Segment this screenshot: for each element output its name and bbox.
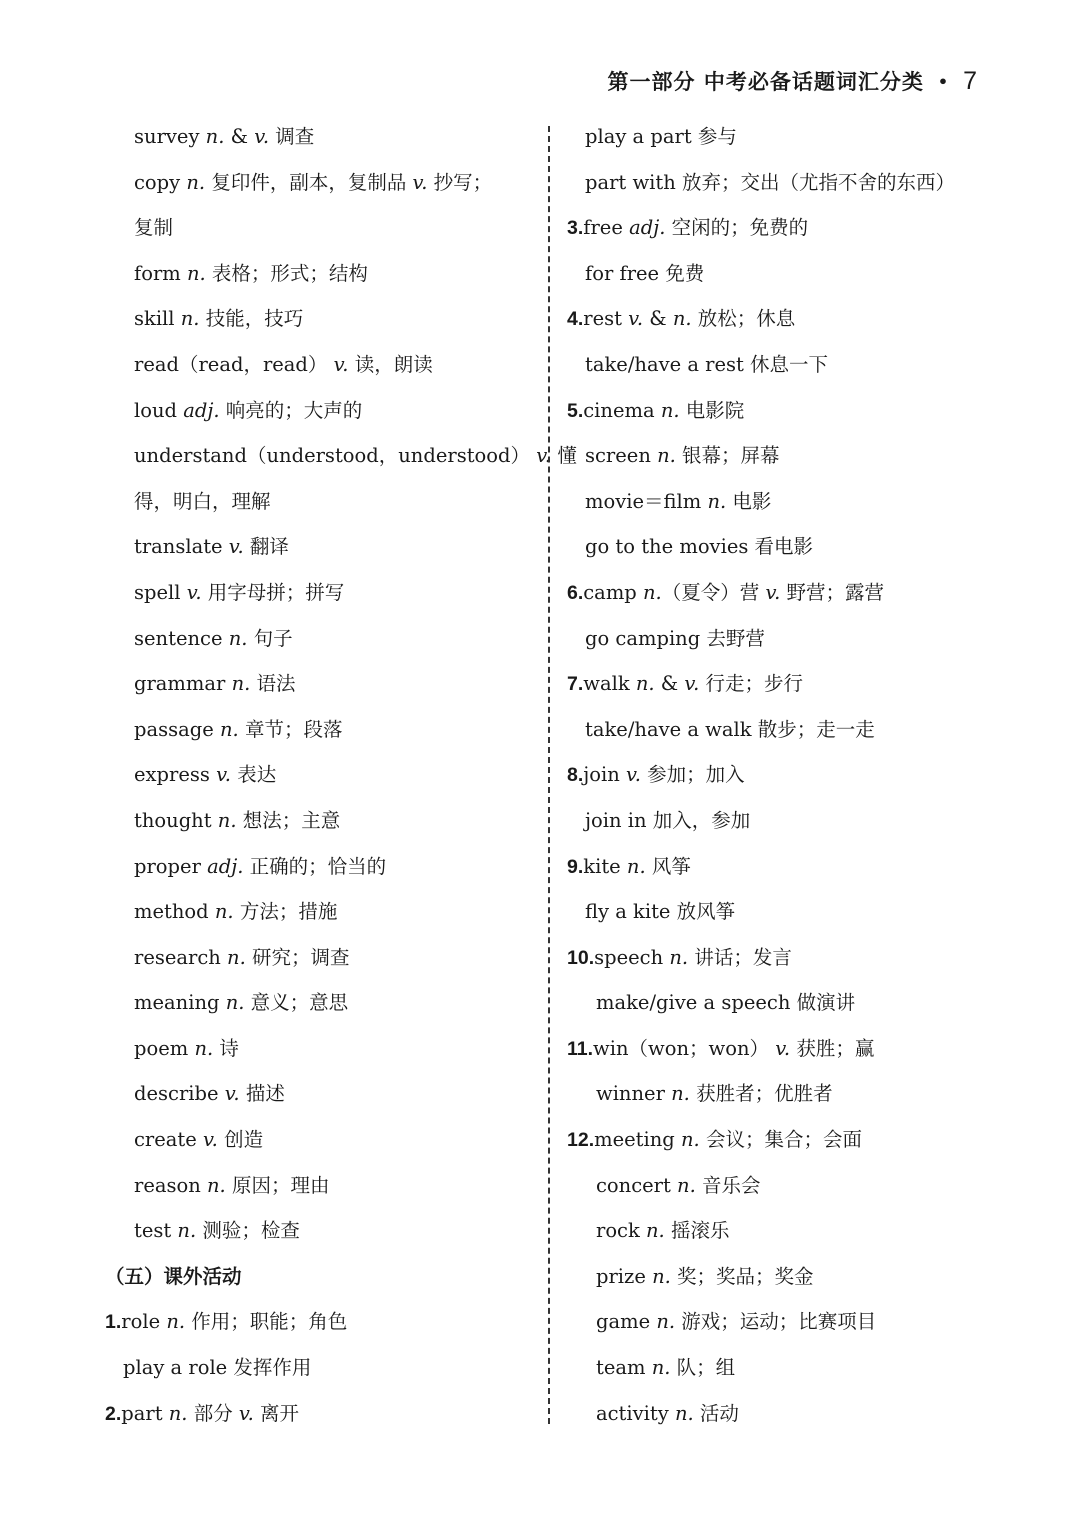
vocab-line [567,296,982,342]
part-of-speech: n. [180,307,200,331]
entry-text: skill [134,307,181,331]
entry-meaning: 语法 [250,672,296,696]
entry-text: for free 免费 [585,261,705,285]
entry-meaning: & [643,307,673,331]
right-column [567,114,982,1436]
entry-meaning: 游戏；运动；比赛项目 [675,1310,877,1334]
entry-meaning: 获胜者；优胜者 [689,1082,833,1106]
part-of-speech: n. [646,1219,665,1243]
entry-meaning: & [224,125,255,148]
column-divider [548,126,550,1424]
vocab-line [567,1391,982,1437]
part-of-speech: n. [626,854,646,878]
part-of-speech: n. [231,672,251,696]
entry-meaning: 作用；职能；角色 [185,1310,348,1334]
entry-text: camp [583,580,643,604]
vocab-line [567,1345,982,1391]
vocab-line [567,433,982,479]
vocab-line [105,661,530,707]
entry-text: reason [134,1173,207,1197]
part-of-speech: adj. [629,216,666,240]
vocab-line [105,296,530,342]
part-of-speech: n. [177,1219,197,1243]
part-of-speech: v. [628,307,644,331]
entry-text: create [134,1128,203,1152]
part-of-speech: n. [194,1036,214,1060]
entry-meaning: 活动 [693,1401,739,1425]
entry-meaning: 用字母拼；拼写 [201,580,345,604]
part-of-speech: n. [677,1173,696,1197]
part-of-speech: n. [166,1310,186,1334]
entry-meaning: 离开 [253,1401,300,1425]
entry-text: join [583,763,627,787]
entry-text: game [596,1310,657,1334]
entry-meaning: 研究；调查 [245,945,350,969]
header-title: 第一部分 中考必备话题词汇分类 [607,69,924,94]
vocab-line [567,980,982,1026]
header-dot: • [937,71,950,91]
part-of-speech: v. [202,1128,218,1152]
entry-text: survey [134,125,206,148]
entry-meaning: 队；组 [670,1356,736,1380]
entry-text: proper [134,854,208,878]
vocab-line [567,1117,982,1163]
vocab-line [105,1299,530,1345]
entry-number: 3. [567,217,584,240]
entry-meaning: （夏令）营 [661,580,766,604]
vocab-line [105,707,530,753]
part-of-speech: v. [775,1036,791,1060]
entry-meaning: 测验；检查 [196,1219,300,1243]
entry-meaning: 章节；段落 [238,717,343,741]
entry-text: poem [134,1036,195,1060]
vocab-line [105,980,530,1026]
entry-text: passage [134,717,220,741]
part-of-speech: n. [671,1082,690,1106]
entry-number: 12. [567,1129,595,1152]
entry-text: express [134,763,217,787]
part-of-speech: v. [536,444,552,468]
entry-text: go camping 去野营 [585,626,765,650]
entry-text: play a part 参与 [585,125,737,148]
part-of-speech: n. [652,1264,671,1288]
entry-text: part with 放弃；交出（尤指不舍的东西） [585,170,955,194]
vocab-line [567,616,982,662]
vocab-line [567,251,982,297]
entry-text: prize [596,1264,653,1288]
entry-number: 4. [567,308,584,331]
entry-meaning: 复印件，副本，复制品 [205,170,413,194]
entry-meaning: 行走；步行 [699,672,803,696]
part-of-speech: adj. [183,398,220,422]
part-of-speech: n. [656,1310,676,1334]
part-of-speech: n. [205,125,225,148]
part-of-speech: v. [186,580,202,604]
entry-number: 2. [105,1402,122,1425]
entry-text: rock [596,1219,646,1243]
vocab-line [567,342,982,388]
vocab-line [105,479,530,525]
vocab-line [567,935,982,981]
vocab-line [567,752,982,798]
vocab-line [105,570,530,616]
part-of-speech: n. [674,1401,694,1425]
entry-meaning: 技能，技巧 [199,307,304,331]
entry-text: part [121,1401,169,1425]
entry-meaning: 意义；意思 [244,991,349,1015]
entry-text: speech [594,945,670,969]
entry-meaning: 音乐会 [695,1173,761,1197]
vocab-line [567,889,982,935]
vocab-line [105,524,530,570]
entry-text: fly a kite 放风筝 [585,900,736,924]
entry-text: sentence [134,626,229,650]
vocab-line [567,479,982,525]
entry-number: 5. [567,399,584,422]
vocab-line [105,342,530,388]
entry-text: walk [583,672,636,696]
entry-meaning: 表达 [231,763,277,787]
vocab-line [567,1299,982,1345]
entry-text: meaning [134,991,226,1015]
entry-meaning: 会议；集合；会面 [699,1128,862,1152]
entry-text: grammar [134,672,232,696]
entry-text: spell [134,580,187,604]
entry-meaning: 银幕；屏幕 [675,444,780,468]
vocab-line [105,1117,530,1163]
entry-text: method [134,900,215,924]
entry-text: 复制 [134,216,174,240]
vocab-line [567,1163,982,1209]
vocab-line [567,1071,982,1117]
vocab-line [105,798,530,844]
vocab-line [105,1071,530,1117]
entry-number: 8. [567,764,584,787]
entry-number: 1. [105,1311,122,1334]
entry-meaning: 电影 [726,489,772,513]
part-of-speech: v. [412,170,428,194]
vocab-line [567,707,982,753]
entry-meaning: 空闲的；免费的 [665,216,809,240]
entry-text: take/have a rest 休息一下 [585,352,829,376]
part-of-speech: n. [228,626,248,650]
vocab-line [105,433,577,479]
entry-text: concert [596,1173,678,1197]
entry-meaning: 获胜；赢 [790,1036,875,1060]
vocab-line [567,388,982,434]
part-of-speech: n. [186,261,206,285]
part-of-speech: v. [238,1401,254,1425]
part-of-speech: n. [168,1401,188,1425]
entry-text: （五）课外活动 [105,1264,242,1288]
vocab-line [105,1163,530,1209]
vocab-line [567,1254,982,1300]
entry-text: test [134,1219,178,1243]
entry-meaning: 部分 [187,1401,239,1425]
entry-text: free [583,216,630,240]
entry-text: translate [134,535,229,559]
part-of-speech: n. [660,398,680,422]
part-of-speech: n. [635,672,655,696]
entry-text: play a role 发挥作用 [123,1356,312,1380]
part-of-speech: n. [651,1356,671,1380]
entry-meaning: 句子 [247,626,293,650]
vocab-line [105,160,530,206]
entry-meaning: 响亮的；大声的 [219,398,363,422]
entry-number: 10. [567,946,595,969]
vocab-line [105,752,530,798]
entry-text: describe [134,1082,225,1106]
entry-text: activity [596,1401,675,1425]
entry-meaning: 放松；休息 [691,307,796,331]
entry-text: 得，明白，理解 [134,489,271,513]
entry-text: win（won；won） [593,1036,776,1060]
part-of-speech: n. [669,945,689,969]
entry-meaning: 创造 [217,1128,264,1152]
entry-text: make/give a speech 做演讲 [596,991,856,1015]
vocab-line [105,251,530,297]
vocab-line [567,1026,982,1072]
vocab-line [105,616,530,662]
entry-text: research [134,945,228,969]
part-of-speech: n. [672,307,692,331]
entry-text: kite [583,854,627,878]
entry-text: form [134,261,187,285]
part-of-speech: v. [224,1082,240,1106]
entry-text: screen [585,444,658,468]
part-of-speech: v. [216,763,232,787]
entry-number: 9. [567,855,584,878]
entry-meaning: 调查 [269,125,315,148]
section-heading [105,1254,530,1300]
vocab-line [105,844,530,890]
left-column [105,114,577,1436]
part-of-speech: v. [765,580,781,604]
vocab-line [567,205,982,251]
entry-meaning: 抄写； [427,170,493,194]
entry-text: movie＝film [585,489,708,513]
vocab-line [105,205,530,251]
entry-meaning: 电影院 [679,398,745,422]
entry-text: thought [134,808,218,832]
vocab-line [567,661,982,707]
vocab-line [105,889,530,935]
part-of-speech: v. [626,763,641,787]
entry-meaning: 风筝 [645,854,691,878]
entry-meaning: 懂 [551,444,577,468]
entry-number: 11. [567,1037,594,1060]
vocab-line [105,1026,530,1072]
entry-text: team [596,1356,652,1380]
part-of-speech: n. [681,1128,700,1152]
page-number: 7 [963,66,978,95]
entry-meaning: 表格；形式；结构 [205,261,368,285]
entry-text: winner [596,1082,672,1106]
entry-text: go to the movies 看电影 [585,535,814,559]
entry-meaning: 想法；主意 [236,808,341,832]
part-of-speech: n. [707,489,727,513]
part-of-speech: adj. [207,854,244,878]
part-of-speech: n. [219,717,239,741]
part-of-speech: v. [684,672,700,696]
part-of-speech: v. [228,535,244,559]
entry-text: rest [583,307,629,331]
vocab-line [105,1345,530,1391]
page-header [608,66,978,96]
vocab-line [567,1208,982,1254]
entry-meaning: 方法；措施 [233,900,338,924]
entry-number: 7. [567,673,584,696]
vocab-line [105,114,530,160]
entry-meaning: 奖；奖品；奖金 [670,1264,814,1288]
vocab-line [567,798,982,844]
part-of-speech: n. [225,991,245,1015]
entry-meaning: 摇滚乐 [664,1219,730,1243]
entry-meaning: 参加；加入 [640,763,745,787]
entry-number: 6. [567,581,584,604]
vocab-line [105,388,530,434]
vocab-line [105,1208,530,1254]
entry-text: copy [134,170,187,194]
entry-text: role [121,1310,167,1334]
vocab-line [105,935,530,981]
entry-text: cinema [583,398,661,422]
vocab-line [567,524,982,570]
entry-text: join in 加入，参加 [585,808,751,832]
part-of-speech: n. [217,808,237,832]
vocab-line [567,160,982,206]
entry-text: meeting [594,1128,681,1152]
vocab-line [567,570,982,616]
vocab-line [105,1391,530,1437]
entry-meaning: 读，朗读 [348,352,433,376]
entry-meaning: 讲话；发言 [688,945,792,969]
part-of-speech: n. [657,444,676,468]
part-of-speech: n. [207,1173,226,1197]
entry-meaning: 野营；露营 [780,580,885,604]
entry-text: understand（understood，understood） [134,444,537,468]
entry-meaning: & [654,672,685,696]
part-of-speech: n. [642,580,662,604]
part-of-speech: n. [227,945,246,969]
entry-text: read（read，read） [134,352,334,376]
entry-meaning: 描述 [239,1082,285,1106]
part-of-speech: n. [214,900,234,924]
part-of-speech: v. [254,125,270,148]
entry-meaning: 原因；理由 [225,1173,330,1197]
entry-meaning: 翻译 [243,535,289,559]
vocab-line [567,114,982,160]
entry-meaning: 诗 [213,1036,239,1060]
entry-text: loud [134,398,184,422]
entry-text: take/have a walk 散步；走一走 [585,717,875,741]
entry-meaning: 正确的；恰当的 [243,854,387,878]
vocab-line [567,844,982,890]
part-of-speech: n. [186,170,206,194]
part-of-speech: v. [333,352,349,376]
